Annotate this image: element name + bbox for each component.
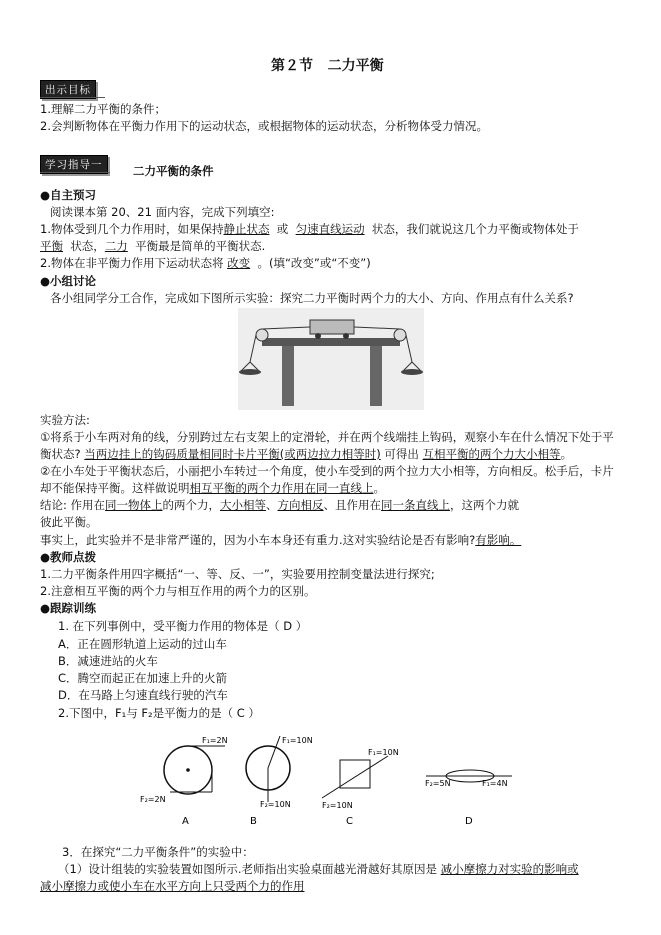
- practice-label: ●跟踪训练: [40, 601, 97, 615]
- experiment-apparatus-figure: [238, 308, 424, 410]
- answer-blank: 静止状态: [223, 222, 270, 236]
- method-p1-line-2: 衡状态? 当两边挂上的钩码质量相同时卡片平衡(或两边拉力相等时) 可得出 互相平衡的两个力大小相等。: [40, 447, 573, 461]
- question-1-line-1: 1.物体受到几个力作用时，如果保持静止状态 或 匀速直线运动 状态，我们就说这几个力平衡或物体处于: [40, 222, 579, 236]
- figure-c-f1-label: F₁=10N: [368, 748, 399, 757]
- figure-a-f1-label: F₁=2N: [202, 736, 228, 745]
- figure-a: [140, 736, 228, 827]
- figure-d-f1-label: F₁=4N: [482, 779, 508, 788]
- practice-q3-part1-line-1: （1）设计组装的实验装置如图所示.老师指出实验桌面越光滑越好其原因是 减小摩擦力对实验的影响或: [58, 862, 579, 876]
- goals-tag: 出示目标: [40, 80, 96, 99]
- practice-q2: 2.下图中，F₁与 F₂是平衡力的是（ C ）: [58, 706, 260, 720]
- section-number: 第２节: [271, 58, 313, 74]
- answer-blank: 相互平衡的两个力作用在同一直线上: [189, 481, 374, 495]
- figure-b: [246, 736, 313, 827]
- goal-item-1: 1.理解二力平衡的条件；: [40, 102, 166, 116]
- guide-tag-underline: [40, 172, 110, 173]
- discuss-label: ●小组讨论: [40, 274, 97, 288]
- method-p2-line-2: 却不能保持平衡。这样做说明相互平衡的两个力作用在同一直线上。: [40, 481, 385, 495]
- self-study-label: ●自主预习: [40, 188, 97, 202]
- practice-q3: 3．在探究“二力平衡条件”的实验中：: [62, 845, 254, 859]
- figure-c-f2-label: F₂=10N: [322, 801, 353, 810]
- teacher-line-2: 2.注意相互平衡的两个力与相互作用的两个力的区别。: [40, 584, 316, 598]
- answer-blank: 互相平衡的两个力大小相等: [422, 447, 561, 461]
- answer-blank: 同一物体上: [105, 498, 163, 512]
- goal-item-2: 2.会判断物体在平衡力作用下的运动状态，或根据物体的运动状态，分析物体受力情况。: [40, 119, 488, 133]
- teacher-label: ●教师点拨: [40, 550, 97, 564]
- self-study-intro: 阅读课本第 20、21 面内容，完成下列填空:: [50, 205, 275, 219]
- question-1-line-2: 平衡 状态，二力 平衡最是简单的平衡状态.: [40, 239, 266, 253]
- answer-blank: 改变: [227, 256, 251, 270]
- force-diagrams: [140, 730, 540, 828]
- practice-q1: 1. 在下列事例中，受平衡力作用的物体是（ D ）: [58, 619, 308, 633]
- answer-blank: 当两边挂上的钩码质量相同时卡片平衡(或两边拉力相等时): [84, 447, 381, 461]
- figure-b-f1-label: F₁=10N: [282, 736, 313, 745]
- discuss-intro: 各小组同学分工合作，完成如下图所示实验：探究二力平衡时两个力的大小、方向、作用点有什么关系?: [50, 291, 574, 305]
- answer-blank: 减小摩擦力对实验的影响或: [440, 862, 579, 876]
- practice-q1-option-c: C．腾空而起正在加速上升的火箭: [58, 671, 228, 685]
- answer-blank: 大小相等: [220, 498, 267, 512]
- conclusion-line-2: 彼此平衡。: [40, 515, 98, 529]
- method-p1-line-1: ①将系于小车两对角的线，分别跨过左右支架上的定滑轮，并在两个线端挂上钩码，观察小车在什么情况下处于平: [40, 430, 614, 444]
- figure-d-letter: D: [465, 816, 473, 827]
- figure-a-f2-label: F₂=2N: [140, 795, 166, 804]
- question-2: 2.物体在非平衡力作用下运动状态将 改变 。(填“改变”或“不变”): [40, 256, 371, 270]
- method-p2-line-1: ②在小车处于平衡状态后，小丽把小车转过一个角度，使小车受到的两个拉力大小相等，方向相反。松手后，卡片: [40, 464, 614, 478]
- answer-blank: 减小摩擦力或使小车在水平方向上只受两个力的作用: [40, 879, 305, 893]
- figure-c: [322, 748, 399, 827]
- figure-b-letter: B: [250, 816, 257, 827]
- answer-blank: 方向相反: [277, 498, 324, 512]
- answer-blank: 平衡: [40, 239, 63, 253]
- answer-blank: 同一条直线上: [381, 498, 451, 512]
- teacher-line-1: 1.二力平衡条件用四字概括“一、等、反、一”，实验要用控制变量法进行探究;: [40, 567, 435, 581]
- answer-blank: 有影响。: [475, 533, 522, 547]
- fact-line: 事实上，此实验并不是非常严谨的，因为小车本身还有重力.这对实验结论是否有影响?有影响。: [40, 533, 522, 547]
- guide-heading: 二力平衡的条件: [133, 164, 214, 178]
- conclusion-line-1: 结论: 作用在同一物体上的两个力，大小相等、方向相反、且作用在同一条直线上，这两个力就: [40, 498, 520, 512]
- practice-q1-option-d: D．在马路上匀速直线行驶的汽车: [58, 688, 228, 702]
- goals-tag-underline: [40, 97, 105, 98]
- page-title: [271, 55, 384, 75]
- guide-tag: 学习指导一: [40, 155, 108, 174]
- section-title: 二力平衡: [327, 58, 384, 74]
- figure-c-letter: C: [346, 816, 353, 827]
- method-label: 实验方法:: [40, 413, 90, 427]
- practice-q1-option-b: B．减速进站的火车: [58, 654, 158, 668]
- figure-a-letter: A: [182, 816, 189, 827]
- practice-q1-option-a: A．正在圆形轨道上运动的过山车: [58, 637, 227, 651]
- figure-b-f2-label: F₂=10N: [260, 800, 291, 809]
- figure-d-f2-label: F₂=5N: [425, 779, 451, 788]
- answer-blank: 二力: [104, 239, 128, 253]
- answer-blank: 匀速直线运动: [295, 222, 365, 236]
- practice-q3-part1-line-2: [40, 878, 305, 894]
- figure-d: [425, 770, 512, 827]
